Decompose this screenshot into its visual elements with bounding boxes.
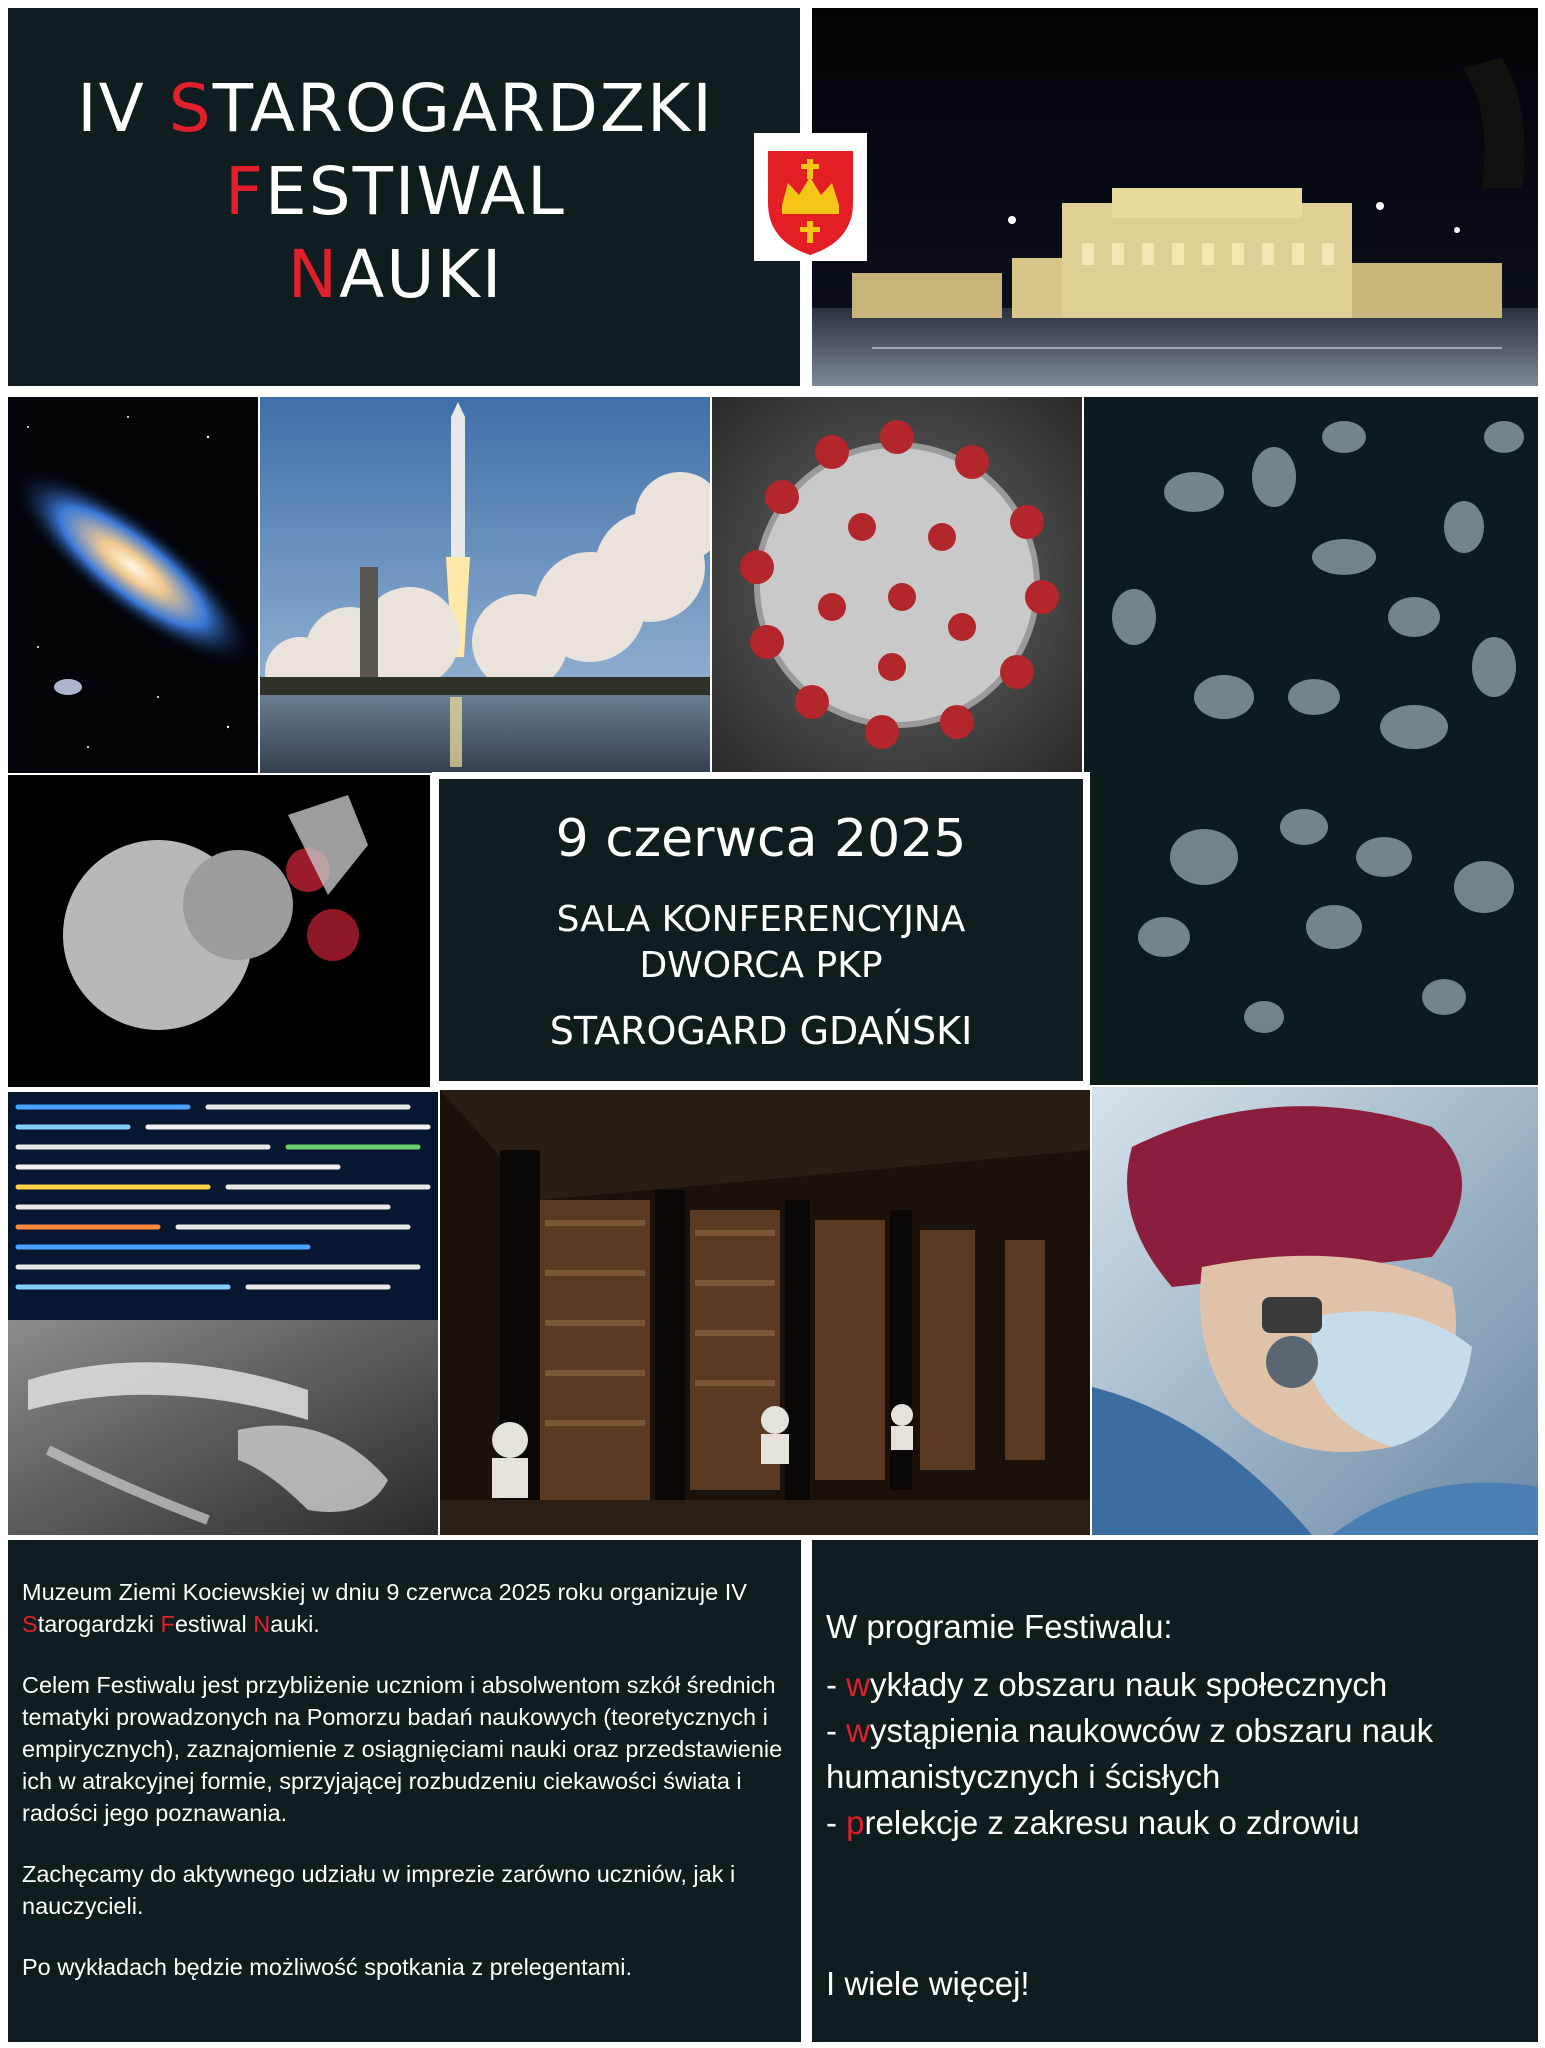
railway-station-night-photo (812, 8, 1538, 386)
title-line-1: IV STAROGARDZKI (77, 70, 714, 147)
festival-title-panel (8, 8, 800, 386)
cell-photo (8, 775, 430, 1087)
description-panel (8, 1540, 801, 2042)
title-line-3: NAUKI (287, 236, 504, 313)
venue-line-2: DWORCA PKP (639, 945, 883, 986)
intro-paragraph: Muzeum Ziemi Kociewskiej w dniu 9 czerwca 2025 roku organizuje IV Starogardzki Festiwal Nauki. (22, 1579, 747, 1637)
event-date: 9 czerwca 2025 (555, 809, 967, 869)
goal-paragraph: Celem Festiwalu jest przybliżenie uczniom i absolwentom szkół średnich tematyki prowadzonych na Pomorzu badań naukowych (teoretycznych i empirycznych), zaznajomienie z osiągnięciami nauki oraz przedstawienie ich w atrakcyjnej formie, sprzyjającej rozbudzeniu ciekawości świata i radości jego poznawania. (22, 1672, 783, 1826)
invite-paragraph: Zachęcamy do aktywnego udziału w imprezie zarówno uczniów, jak i nauczycieli. (22, 1861, 736, 1919)
program-item: - wykłady z obszaru nauk społecznych (826, 1666, 1388, 1703)
program-item: - wystąpienia naukowców z obszaru nauk humanistycznych i ścisłych (826, 1712, 1434, 1795)
rocket-launch-photo (260, 397, 710, 773)
galaxy-photo (8, 397, 258, 773)
program-item: - prelekcje z zakresu nauk o zdrowiu (826, 1804, 1360, 1841)
xray-photo (8, 1320, 438, 1535)
jellyfish-photo (1084, 397, 1538, 1085)
surgeon-photo (1092, 1087, 1538, 1535)
program-more: I wiele więcej! (826, 1965, 1030, 2002)
coat-of-arms-logo (754, 133, 867, 261)
program-panel (812, 1540, 1538, 2042)
event-venue (439, 897, 1083, 989)
event-city: STAROGARD GDAŃSKI (549, 1009, 973, 1053)
venue-line-1: SALA KONFERENCYJNA (556, 899, 966, 940)
code-screen-photo (8, 1092, 438, 1320)
event-info-panel (432, 772, 1090, 1088)
program-heading: W programie Festiwalu: (826, 1608, 1173, 1645)
library-photo (440, 1090, 1090, 1535)
title-line-2: FESTIWAL (225, 153, 566, 230)
after-paragraph: Po wykładach będzie możliwość spotkania z prelegentami. (22, 1954, 633, 1980)
virus-photo (712, 397, 1082, 773)
